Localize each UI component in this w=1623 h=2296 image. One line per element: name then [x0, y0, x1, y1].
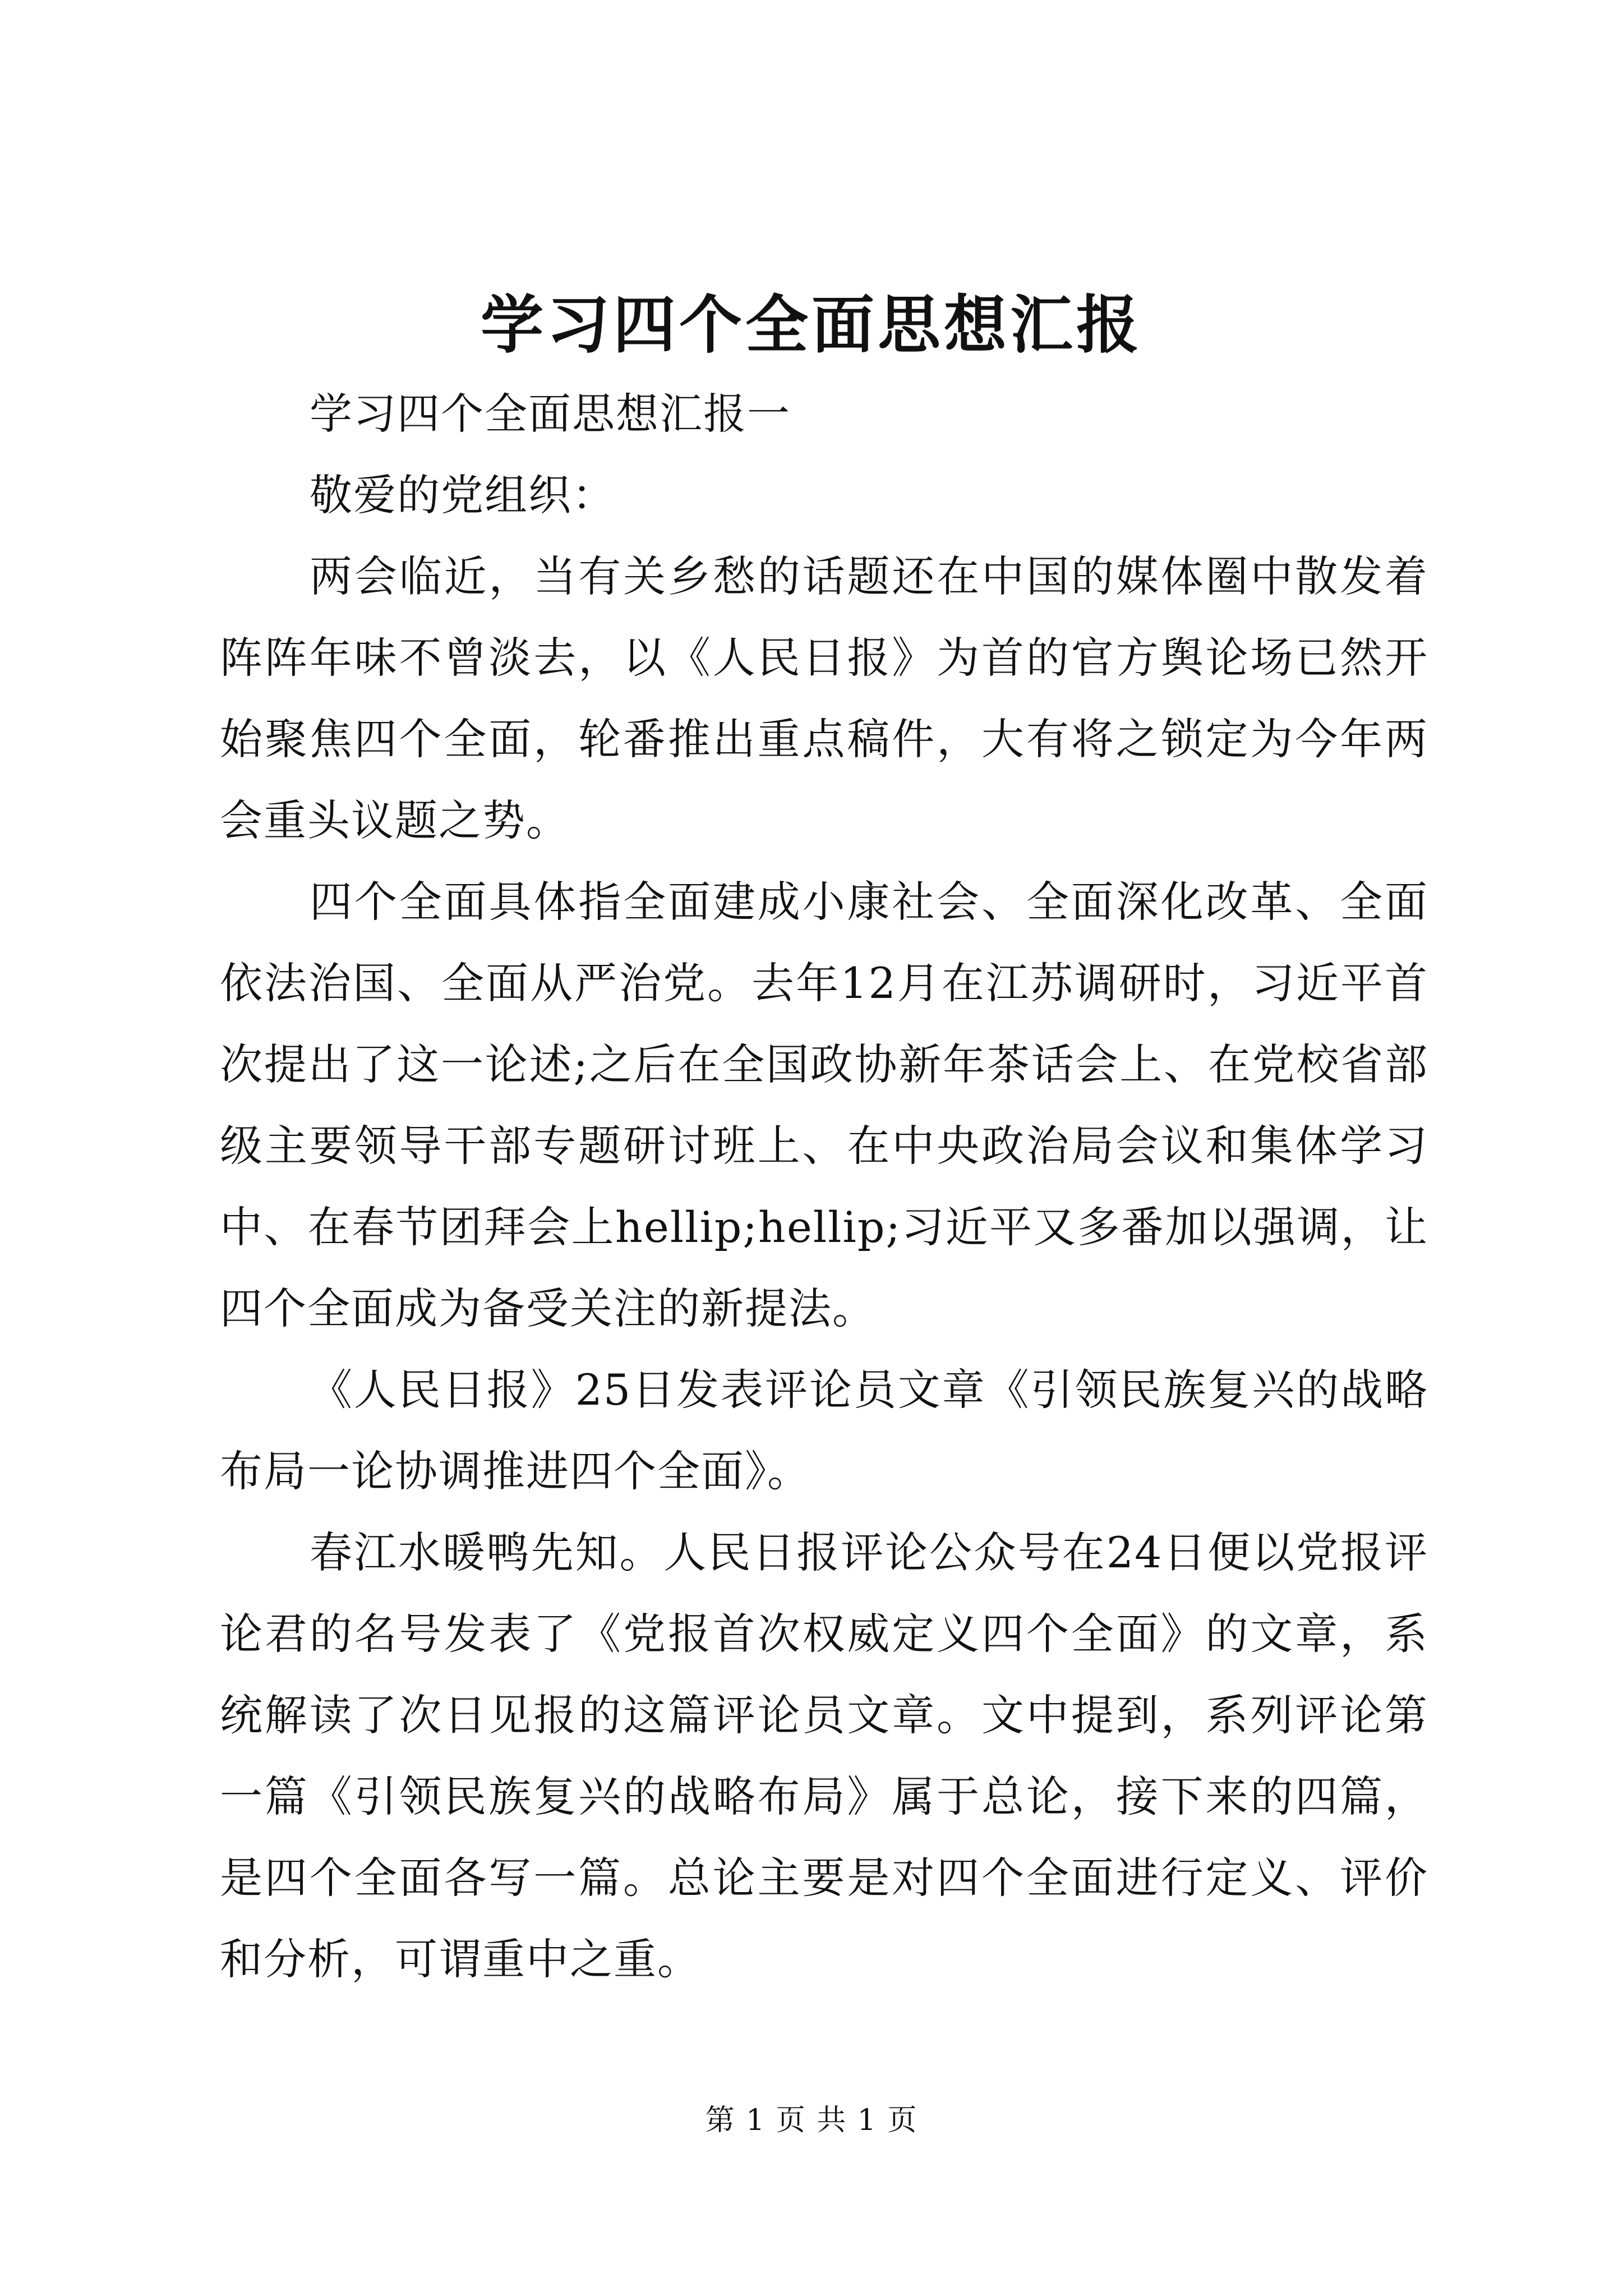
- paragraph-1: 两会临近，当有关乡愁的话题还在中国的媒体圈中散发着阵阵年味不曾淡去，以《人民日报》为首的官方舆论场已然开始聚焦四个全面，轮番推出重点稿件，大有将之锁定为今年两会重头议题之势。: [220, 551, 1428, 845]
- document-title: 学习四个全面思想汇报: [481, 288, 1142, 362]
- paragraph-4: 春江水暖鸭先知。人民日报评论公众号在24日便以党报评论君的名号发表了《党报首次权威定义四个全面》的文章，系统解读了次日见报的这篇评论员文章。文中提到，系列评论第一篇《引领民族复兴的战略布局》属于总论，接下来的四篇，是四个全面各写一篇。总论主要是对四个全面进行定义、评价和分析，可谓重中之重。: [220, 1527, 1428, 1984]
- paragraph-2: 四个全面具体指全面建成小康社会、全面深化改革、全面依法治国、全面从严治党。去年12月在江苏调研时，习近平首次提出了这一论述;之后在全国政协新年茶话会上、在党校省部级主要领导干部专题研讨班上、在中央政治局会议和集体学习中、在春节团拜会上hellip;hellip;习近平又多番加以强调，让四个全面成为备受关注的新提法。: [220, 877, 1428, 1333]
- document-body: [220, 373, 1428, 2000]
- paragraph-3: 《人民日报》25日发表评论员文章《引领民族复兴的战略布局一论协调推进四个全面》。: [220, 1365, 1428, 1496]
- page-footer: 第 1 页 共 1 页: [705, 2104, 918, 2137]
- paragraph-subtitle: 学习四个全面思想汇报一: [310, 389, 791, 439]
- paragraph-salutation: 敬爱的党组织：: [310, 470, 616, 520]
